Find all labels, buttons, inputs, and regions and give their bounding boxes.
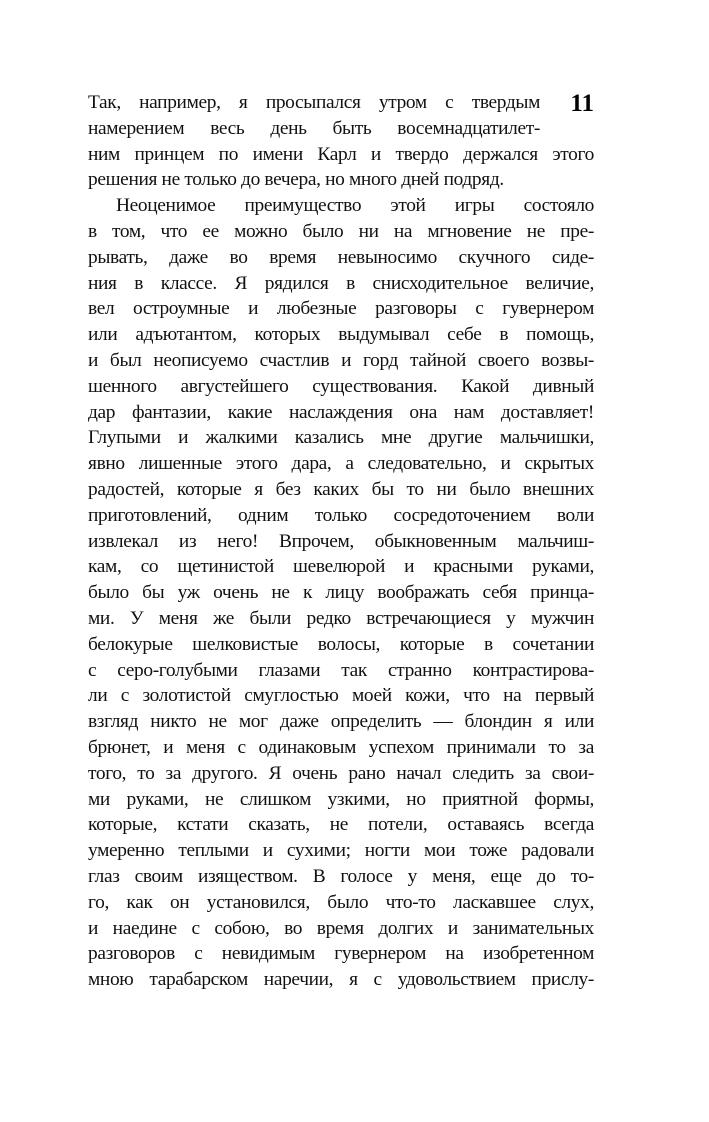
text-line: глаз своим изяществом. В голосе у меня, еще до то- (88, 865, 594, 887)
text-line: с серо-голубыми глазами так странно контрастирова- (88, 659, 594, 681)
text-line: решения не только до вечера, но много дней подряд. (88, 169, 504, 191)
text-line: приготовлений, одним только сосредоточением воли (88, 504, 594, 526)
text-line: мною тарабарском наречии, я с удовольствием прислу- (88, 969, 594, 991)
text-line: взгляд никто не мог даже определить — блондин я или (88, 711, 594, 733)
text-line: намерением весь день быть восемнадцатилет- (88, 117, 540, 139)
text-line: того, то за другого. Я очень рано начал следить за свои- (88, 762, 594, 784)
text-line: в том, что ее можно было ни на мгновение не пре- (88, 220, 594, 242)
text-line: умеренно теплыми и сухими; ногти мои тоже радовали (88, 840, 594, 862)
text-line: Так, например, я просыпался утром с твердым (88, 92, 540, 113)
text-line: ли с золотистой смуглостью моей кожи, что на первый (88, 685, 594, 707)
text-line: ним принцем по имени Карл и твердо держался этого (88, 143, 594, 165)
body-text (88, 90, 594, 993)
text-line: явно лишенные этого дара, а следовательно, и скрытых (88, 453, 594, 475)
text-line: ми. У меня же были редко встречающиеся у мужчин (88, 607, 594, 629)
page-number: 11 (570, 90, 594, 117)
text-line: Неоценимое преимущество этой игры состояло (116, 195, 594, 217)
text-line: и был неописуемо счастлив и горд тайной своего возвы- (88, 349, 594, 371)
text-line: ми руками, не слишком узкими, но приятной формы, (88, 788, 594, 810)
text-line: вел остроумные и любезные разговоры с гувернером (88, 298, 594, 320)
text-line: которые, кстати сказать, не потели, оставаясь всегда (88, 814, 594, 836)
text-line: брюнет, и меня с одинаковым успехом принимали то за (88, 736, 594, 758)
text-line: кам, со щетинистой шевелюрой и красными руками, (88, 556, 594, 578)
text-line: радостей, которые я без каких бы то ни было внешних (88, 478, 594, 500)
text-line: белокурые шелковистые волосы, которые в сочетании (88, 633, 594, 655)
text-line: Глупыми и жалкими казались мне другие мальчишки, (88, 427, 594, 449)
text-line: ния в классе. Я рядился в снисходительное величие, (88, 272, 594, 294)
text-line: дар фантазии, какие наслаждения она нам доставляет! (88, 401, 594, 423)
text-line: го, как он установился, было что-то ласкавшее слух, (88, 891, 594, 913)
text-line: было бы уж очень не к лицу воображать себя принца- (88, 582, 594, 604)
text-line: или адъютантом, которых выдумывал себе в помощь, (88, 324, 594, 346)
book-page (88, 82, 594, 1042)
text-line: извлекал из него! Впрочем, обыкновенным мальчиш- (88, 530, 594, 552)
text-line: рывать, даже во время невыносимо скучного сиде- (88, 246, 594, 268)
text-line: шенного августейшего существования. Какой дивный (88, 375, 594, 397)
text-line: разговоров с невидимым гувернером на изобретенном (88, 943, 594, 965)
text-line: и наедине с собою, во время долгих и занимательных (88, 917, 594, 939)
